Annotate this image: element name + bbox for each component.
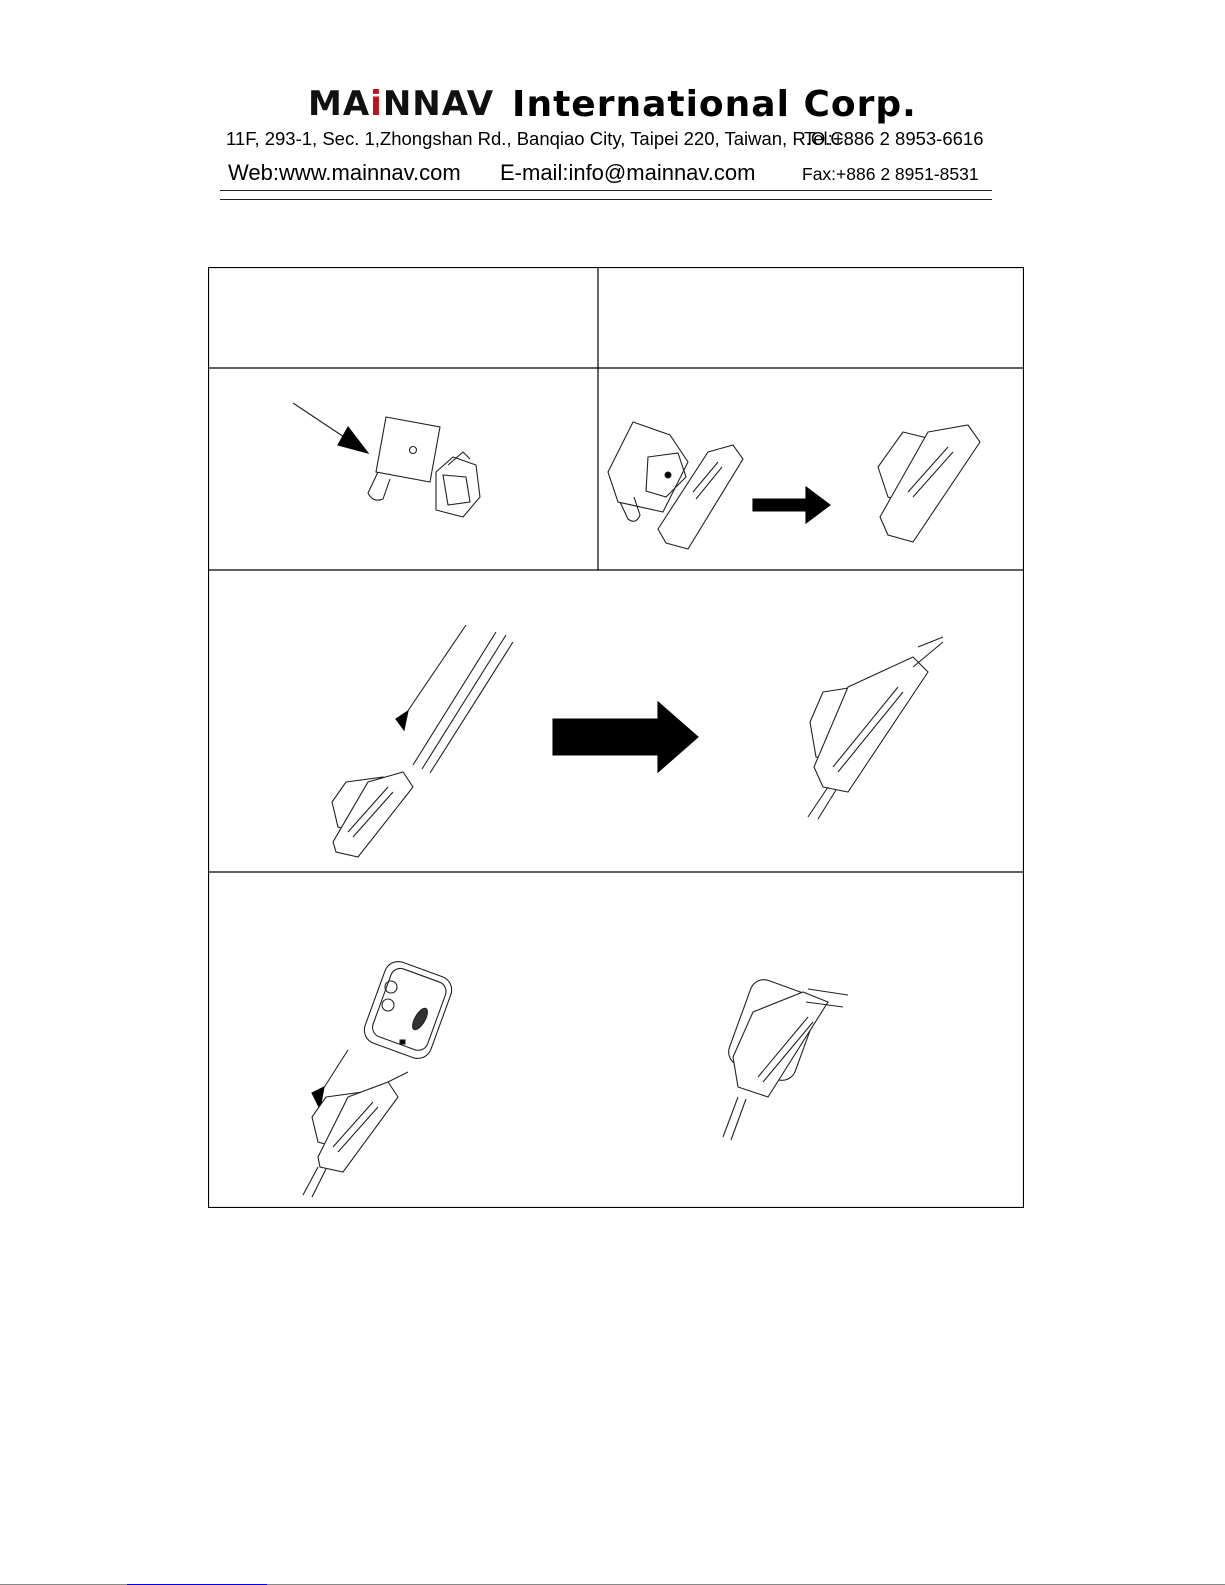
header-rule-bottom <box>220 199 992 200</box>
company-logo: MAiNNAV <box>308 84 495 124</box>
instruction-table-graphics <box>208 267 1024 1208</box>
telephone: Tel:+886 2 8953-6616 <box>804 128 984 149</box>
wire-slide-illustration <box>332 625 943 857</box>
company-name: International Corp. <box>512 83 917 125</box>
header-rule-top <box>220 190 992 191</box>
clip-insert-illustration <box>293 403 480 517</box>
brand <box>308 80 917 128</box>
address: 11F, 293-1, Sec. 1,Zhongshan Rd., Banqiao City, Taipei 220, Taiwan, R.O.C. <box>226 128 849 149</box>
address-line <box>226 128 996 150</box>
instruction-table <box>208 267 1024 1208</box>
fax: Fax:+886 2 8951-8531 <box>802 164 979 184</box>
website[interactable]: Web:www.mainnav.com <box>228 160 461 185</box>
device-mount-illustration <box>303 958 848 1197</box>
clip-attach-illustration <box>608 422 980 549</box>
contact-line <box>228 160 998 186</box>
email[interactable]: E-mail:info@mainnav.com <box>500 160 756 185</box>
